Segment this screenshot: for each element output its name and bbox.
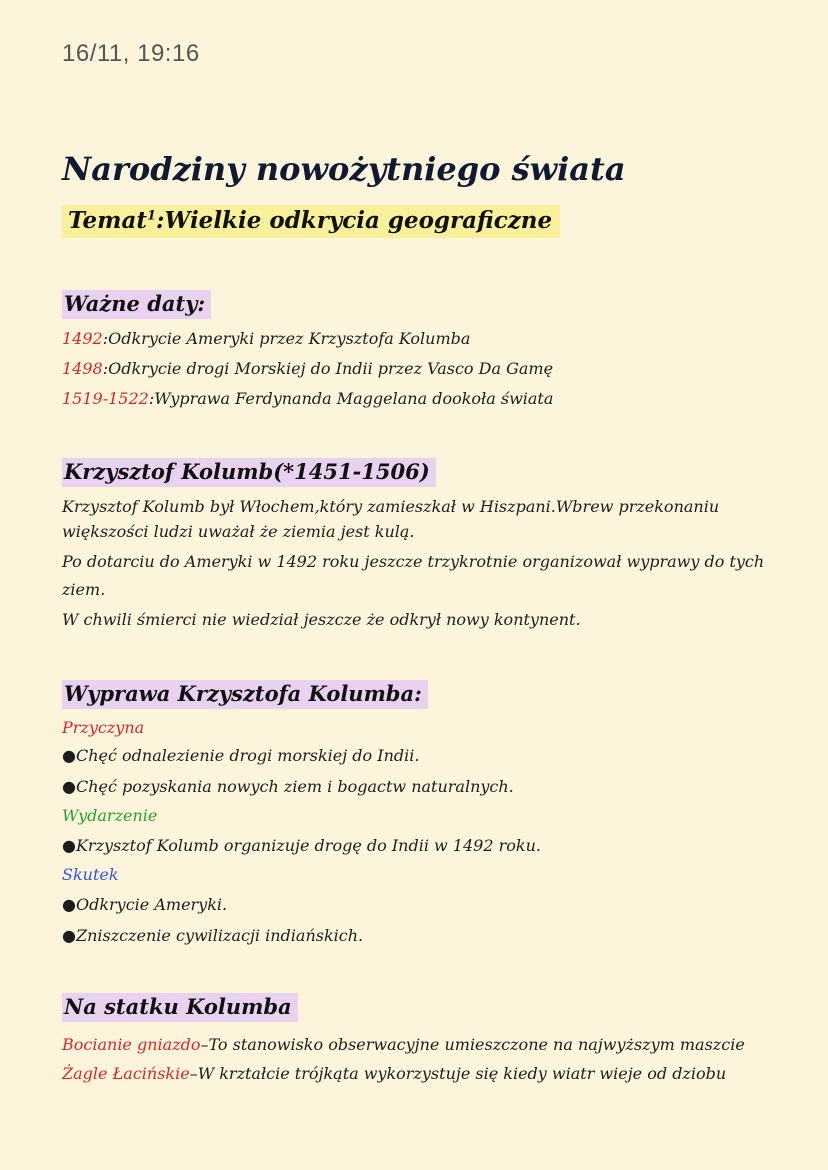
topic-label: Temat	[68, 207, 147, 234]
event-label: Wydarzenie	[62, 806, 158, 825]
date-item	[62, 359, 553, 378]
kolumb-line: większości ludzi uważał że ziemia jest kulą.	[62, 522, 415, 541]
dates-heading: Ważne daty:	[62, 290, 211, 319]
cause-label: Przyczyna	[62, 718, 145, 737]
page-title: Narodziny nowożytniego świata	[62, 150, 626, 188]
ship-term-item	[62, 1035, 745, 1054]
topic-heading	[62, 205, 560, 238]
statek-heading: Na statku Kolumba	[62, 993, 298, 1022]
ship-term: Żagle Łacińskie	[62, 1064, 190, 1083]
date-year: 1492	[62, 329, 103, 348]
event-item: ●Krzysztof Kolumb organizuje drogę do Indii w 1492 roku.	[62, 836, 541, 855]
timestamp: 16/11, 19:16	[62, 40, 200, 67]
date-text: :Odkrycie Ameryki przez Krzysztofa Kolumba	[102, 329, 471, 348]
ship-term-item	[62, 1064, 726, 1083]
date-item	[62, 389, 553, 408]
cause-item: ●Chęć odnalezienie drogi morskiej do Indii.	[62, 746, 420, 765]
kolumb-line: ziem.	[62, 580, 106, 599]
date-text: :Wyprawa Ferdynanda Maggelana dookoła świata	[148, 389, 554, 408]
ship-term: Bocianie gniazdo	[62, 1035, 201, 1054]
kolumb-heading: Krzysztof Kolumb(*1451-1506)	[62, 458, 436, 487]
date-year: 1498	[62, 359, 103, 378]
date-item	[62, 329, 470, 348]
effect-label: Skutek	[62, 865, 119, 884]
topic-text: :Wielkie odkrycia geograficzne	[156, 207, 553, 234]
effect-item: ●Zniszczenie cywilizacji indiańskich.	[62, 926, 364, 945]
kolumb-line: Po dotarciu do Ameryki w 1492 roku jeszcze trzykrotnie organizował wyprawy do tych	[62, 552, 765, 571]
cause-item: ●Chęć pozyskania nowych ziem i bogactw naturalnych.	[62, 777, 514, 796]
ship-term-text: –To stanowisko obserwacyjne umieszczone na najwyższym maszcie	[200, 1035, 745, 1054]
topic-footnote-mark: 1	[146, 208, 157, 224]
wyprawa-heading: Wyprawa Krzysztofa Kolumba:	[62, 680, 428, 709]
ship-term-text: –W krztałcie trójkąta wykorzystuje się kiedy wiatr wieje od dziobu	[189, 1064, 727, 1083]
date-year: 1519-1522	[62, 389, 149, 408]
kolumb-line: W chwili śmierci nie wiedział jeszcze że odkrył nowy kontynent.	[62, 610, 581, 629]
effect-item: ●Odkrycie Ameryki.	[62, 895, 228, 914]
date-text: :Odkrycie drogi Morskiej do Indii przez Vasco Da Gamę	[102, 359, 554, 378]
kolumb-line: Krzysztof Kolumb był Włochem,który zamieszkał w Hiszpani.Wbrew przekonaniu	[62, 497, 720, 516]
